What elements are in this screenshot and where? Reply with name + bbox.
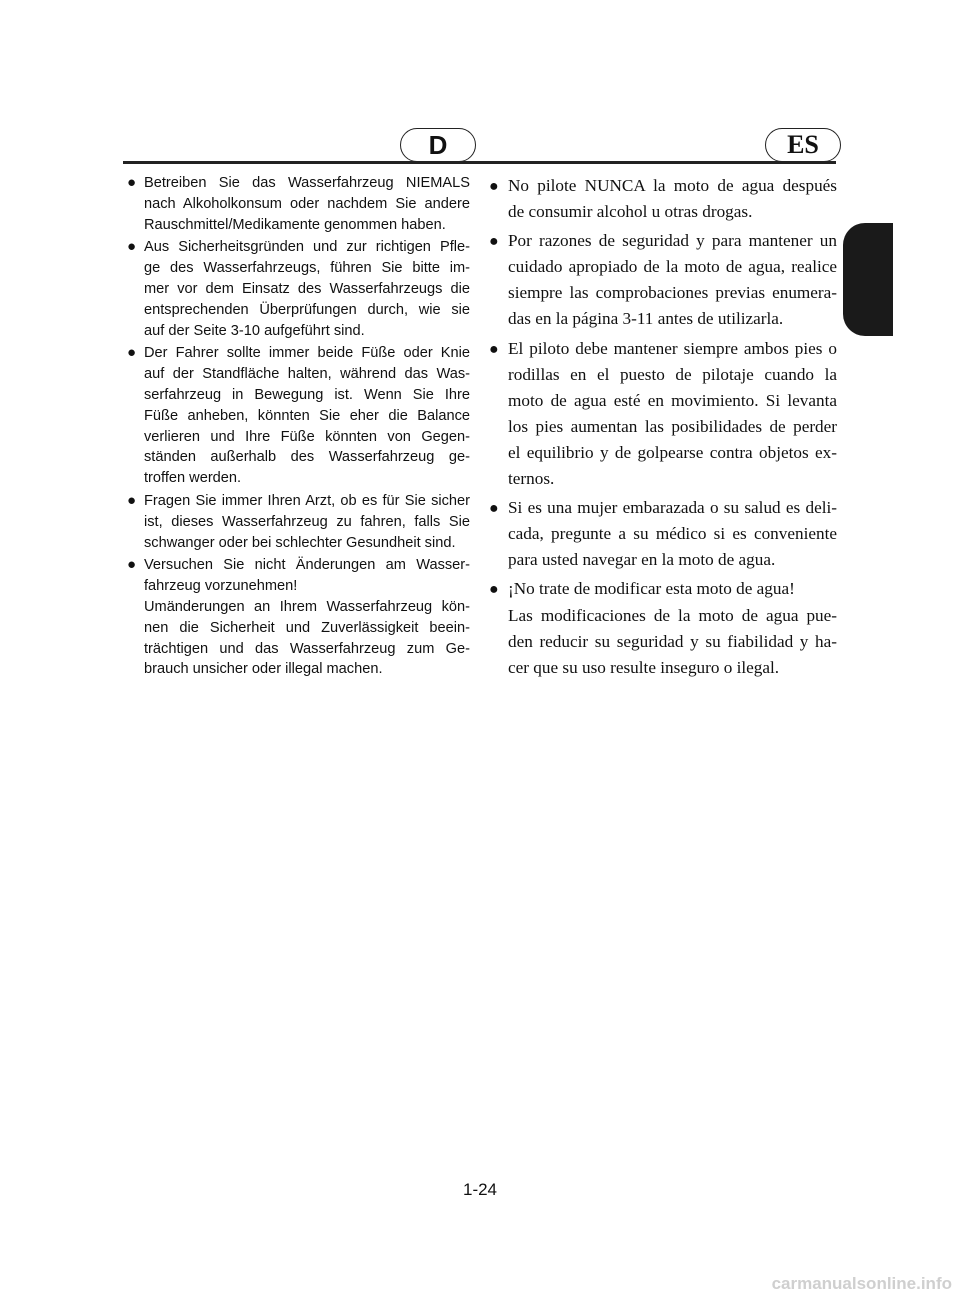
text-line: el equilibrio y de golpearse contra objetos ex-: [508, 442, 837, 462]
text-line: ternos.: [508, 469, 555, 489]
language-badge-german: D: [400, 128, 476, 162]
bullet-icon: ●: [127, 174, 137, 191]
page-number: 1-24: [462, 1180, 498, 1199]
bullet-item: [489, 336, 837, 493]
text-line: nach Alkoholkonsum oder nachdem Sie andere: [144, 195, 470, 212]
bullet-item: [127, 173, 470, 235]
text-line: ¡No trate de modificar esta moto de agua!: [508, 579, 795, 599]
bullet-icon: ●: [489, 340, 499, 358]
bullet-item: [127, 491, 470, 553]
bullet-icon: ●: [127, 491, 137, 509]
text-line: rodillas en el puesto de pilotaje cuando la: [508, 364, 837, 384]
bullet-item: [489, 495, 837, 573]
text-line: Fragen Sie immer Ihren Arzt, ob es für Sie sicher: [144, 492, 470, 509]
text-line: Por razones de seguridad y para mantener un: [508, 231, 837, 251]
spanish-column: [489, 173, 837, 684]
text-line: siempre las comprobaciones previas enumera-: [508, 283, 837, 303]
text-line: Rauschmittel/Medikamente genommen haben.: [144, 216, 446, 233]
bullet-icon: ●: [489, 233, 499, 251]
text-line: cada, pregunte a su médico si es conveniente: [508, 524, 837, 544]
german-column: [127, 173, 470, 682]
text-line: mer vor dem Einsatz des Wasserfahrzeugs die: [144, 280, 470, 297]
text-line: brauch unsicher oder illegal machen.: [144, 661, 383, 678]
language-badge-spanish: ES: [765, 128, 841, 162]
bullet-icon: ●: [127, 344, 137, 362]
text-line: Betreiben Sie das Wasserfahrzeug NIEMALS: [144, 175, 470, 191]
bullet-icon: ●: [489, 581, 499, 599]
text-line: ge des Wasserfahrzeugs, führen Sie bitte im-: [144, 260, 470, 277]
text-line: No pilote NUNCA la moto de agua después: [508, 176, 837, 195]
text-line: para usted navegar en la moto de agua.: [508, 550, 776, 570]
text-line: Der Fahrer sollte immer beide Füße oder Knie: [144, 345, 470, 362]
text-line: fahrzeug vorzunehmen!: [144, 578, 298, 595]
bullet-item: [489, 228, 837, 332]
text-line: das en la página 3-11 antes de utilizarla.: [508, 309, 784, 329]
text-line: Füße anheben, könnten Sie eher die Balance: [144, 407, 470, 424]
text-line: Versuchen Sie nicht Änderungen am Wasser-: [144, 557, 470, 574]
text-line: Aus Sicherheitsgründen und zur richtigen Pfle-: [144, 239, 470, 256]
header-rule: [123, 161, 836, 164]
text-line: auf der Seite 3-10 aufgeführt sind.: [144, 322, 365, 339]
text-line: cer que su uso resulte inseguro o ilegal.: [508, 657, 780, 677]
bullet-item: [489, 576, 837, 680]
text-line: de consumir alcohol u otras drogas.: [508, 202, 753, 222]
text-line: den reducir su seguridad y su fiabilidad y ha-: [508, 631, 837, 651]
bullet-item: [127, 555, 470, 680]
bullet-item: [127, 237, 470, 341]
bullet-icon: ●: [489, 500, 499, 518]
text-line: nen die Sicherheit und Zuverlässigkeit beein-: [144, 619, 470, 636]
text-line: Umänderungen an Ihrem Wasserfahrzeug kön-: [144, 598, 470, 615]
text-line: ständen außerhalb des Wasserfahrzeug ge-: [144, 449, 470, 466]
text-line: cuidado apropiado de la moto de agua, realice: [508, 257, 837, 277]
text-line: serfahrzeug in Bewegung ist. Wenn Sie Ihre: [144, 386, 470, 403]
bullet-item: [489, 173, 837, 225]
text-line: moto de agua esté en movimiento. Si levanta: [508, 390, 837, 410]
text-line: los pies aumentan las posibilidades de perder: [508, 416, 837, 436]
text-line: Si es una mujer embarazada o su salud es deli-: [508, 498, 837, 518]
bullet-icon: ●: [127, 556, 137, 574]
bullet-icon: ●: [127, 238, 137, 256]
text-line: entsprechenden Überprüfungen durch, wie sie: [144, 301, 470, 318]
text-line: troffen werden.: [144, 470, 242, 487]
text-line: trächtigen und das Wasserfahrzeug zum Ge-: [144, 640, 470, 657]
text-line: ist, dieses Wasserfahrzeug zu fahren, falls Sie: [144, 513, 470, 530]
site-watermark: carmanualsonline.info: [771, 1274, 952, 1293]
text-line: schwanger oder bei schlechter Gesundheit sind.: [144, 534, 456, 551]
chapter-tab: [843, 223, 893, 336]
text-line: Las modificaciones de la moto de agua pue-: [508, 605, 837, 625]
bullet-item: [127, 343, 470, 489]
text-line: auf der Standfläche halten, während das Was-: [144, 366, 470, 383]
text-line: El piloto debe mantener siempre ambos pies o: [508, 338, 837, 358]
bullet-icon: ●: [489, 178, 499, 195]
text-line: verlieren und Ihre Füße könnten von Gegen-: [144, 428, 470, 445]
